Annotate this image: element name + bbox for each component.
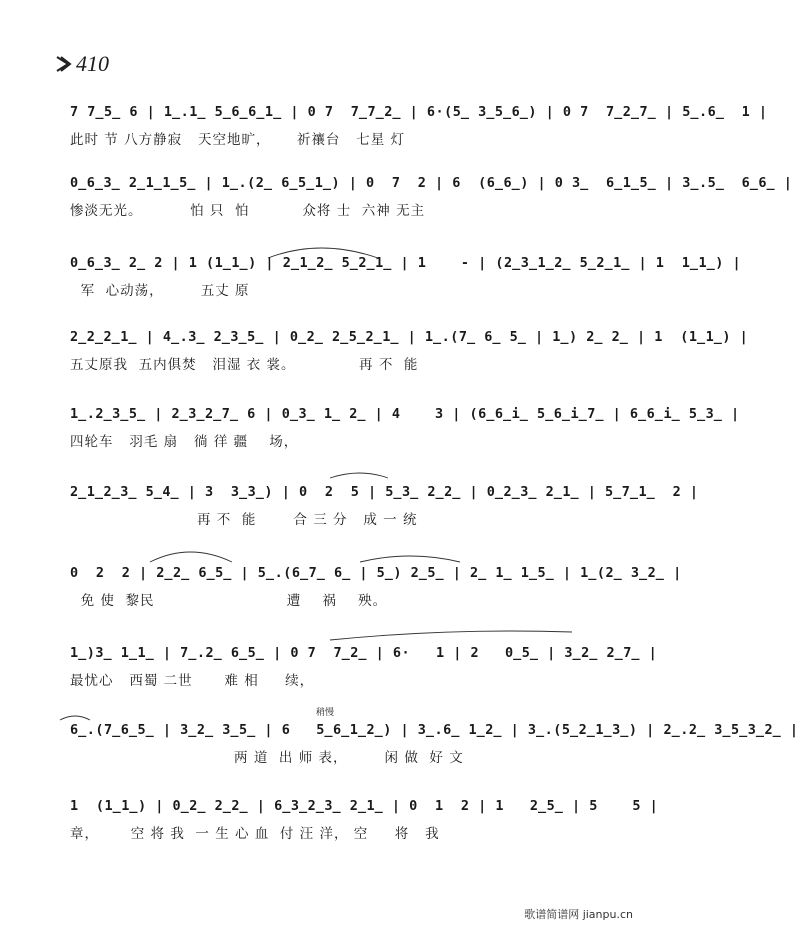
lyrics-line: 章， 空 将 我 一 生 心 血 付 汪 洋， 空 将 我 (70, 826, 440, 842)
notes-line: 0̲6̲3̲ 2̲ 2 | 1 (1̲1̲) | 2̲1̲2̲ 5̲2̲1̲ | 1 - | (2̲3̲1̲2̲ 5̲2̲1̲ | 1 1̲1̲) | (70, 255, 742, 271)
lyrics-line: 再 不 能 合 三 分 成 一 统 (70, 512, 418, 528)
notes-line: 1̲.2̲3̲5̲ | 2̲3̲2̲7̲ 6 | 0̲3̲ 1̲ 2̲ | 4 3 | (6̲6̲i̲ 5̲6̲i̲7̲ | 6̲6̲i̲ 5̲3̲ | (70, 406, 740, 422)
notes-line: 7 7̲5̲ 6 | 1̲.1̲ 5̲6̲6̲1̲ | 0 7 7̲7̲2̲ | 6·(5̲ 3̲5̲6̲) | 0 7 7̲2̲7̲ | 5̲.6̲ 1 | (70, 104, 768, 120)
page-number: 410 (76, 51, 109, 76)
notes-line: 1̲)3̲ 1̲1̲ | 7̲.2̲ 6̲5̲ | 0 7 7̲2̲ | 6· 1 | 2 0̲5̲ | 3̲2̲ 2̲7̲ | (70, 645, 658, 661)
lyrics-line: 免 使 黎民 遭 祸 殃。 (70, 593, 388, 609)
notes-line: 1 (1̲1̲) | 0̲2̲ 2̲2̲ | 6̲3̲2̲3̲ 2̲1̲ | 0 1 2 | 1 2̲5̲ | 5 5 | (70, 798, 659, 814)
notes-line: 0 2 2 | 2̲2̲ 6̲5̲ | 5̲.(6̲7̲ 6̲ | 5̲) 2̲5̲ | 2̲ 1̲ 1̲5̲ | 1̲(2̲ 3̲2̲ | (70, 565, 682, 581)
lyrics-line: 四轮车 羽毛 扇 徜 徉 疆 场， (70, 434, 299, 450)
slur (330, 473, 388, 478)
tempo-marker: 稍慢 (316, 708, 335, 718)
page-header (56, 50, 109, 78)
lyrics-line: 军 心动荡， 五丈 原 (70, 283, 250, 299)
notes-line: 2̲2̲2̲1̲ | 4̲.3̲ 2̲3̲5̲ | 0̲2̲ 2̲5̲2̲1̲ | 1̲.(7̲ 6̲ 5̲ | 1̲) 2̲ 2̲ | 1 (1̲1̲) | (70, 329, 749, 345)
notes-line: 2̲1̲2̲3̲ 5̲4̲ | 3 3̲3̲) | 0 2 5 | 5̲3̲ 2̲2̲ | 0̲2̲3̲ 2̲1̲ | 5̲7̲1̲ 2 | (70, 484, 699, 500)
notes-line: 0̲6̲3̲ 2̲1̲1̲5̲ | 1̲.(2̲ 6̲5̲1̲) | 0 7 2 | 6 (6̲6̲) | 0 3̲ 6̲1̲5̲ | 3̲.5̲ 6̲6̲ | (70, 175, 793, 191)
slur (60, 716, 90, 720)
lyrics-line: 两 道 出 师 表， 闲 做 好 文 (70, 750, 464, 766)
slur (330, 631, 572, 640)
notes-line: 6̲.(7̲6̲5̲ | 3̲2̲ 3̲5̲ | 6 5̲6̲1̲2̲) | 3̲.6̲ 1̲2̲ | 3̲.(5̲2̲1̲3̲) | 2̲.2̲ 3̲5̲3̲2̲ | (70, 722, 798, 738)
lyrics-line: 五丈原我 五内俱焚 泪湿 衣 裳。 再 不 能 (70, 357, 419, 373)
slur (150, 552, 232, 562)
lyrics-line: 最忧心 西蜀 二世 难 相 续， (70, 673, 315, 689)
lyrics-line: 惨淡无光。 怕 只 怕 众将 士 六神 无主 (70, 203, 426, 219)
slur (360, 556, 460, 562)
arrow-icon (56, 56, 70, 72)
lyrics-line: 此时 节 八方静寂 天空地旷， 祈禳台 七星 灯 (70, 132, 406, 148)
watermark: 歌谱简谱网 jianpu.cn (524, 908, 633, 921)
